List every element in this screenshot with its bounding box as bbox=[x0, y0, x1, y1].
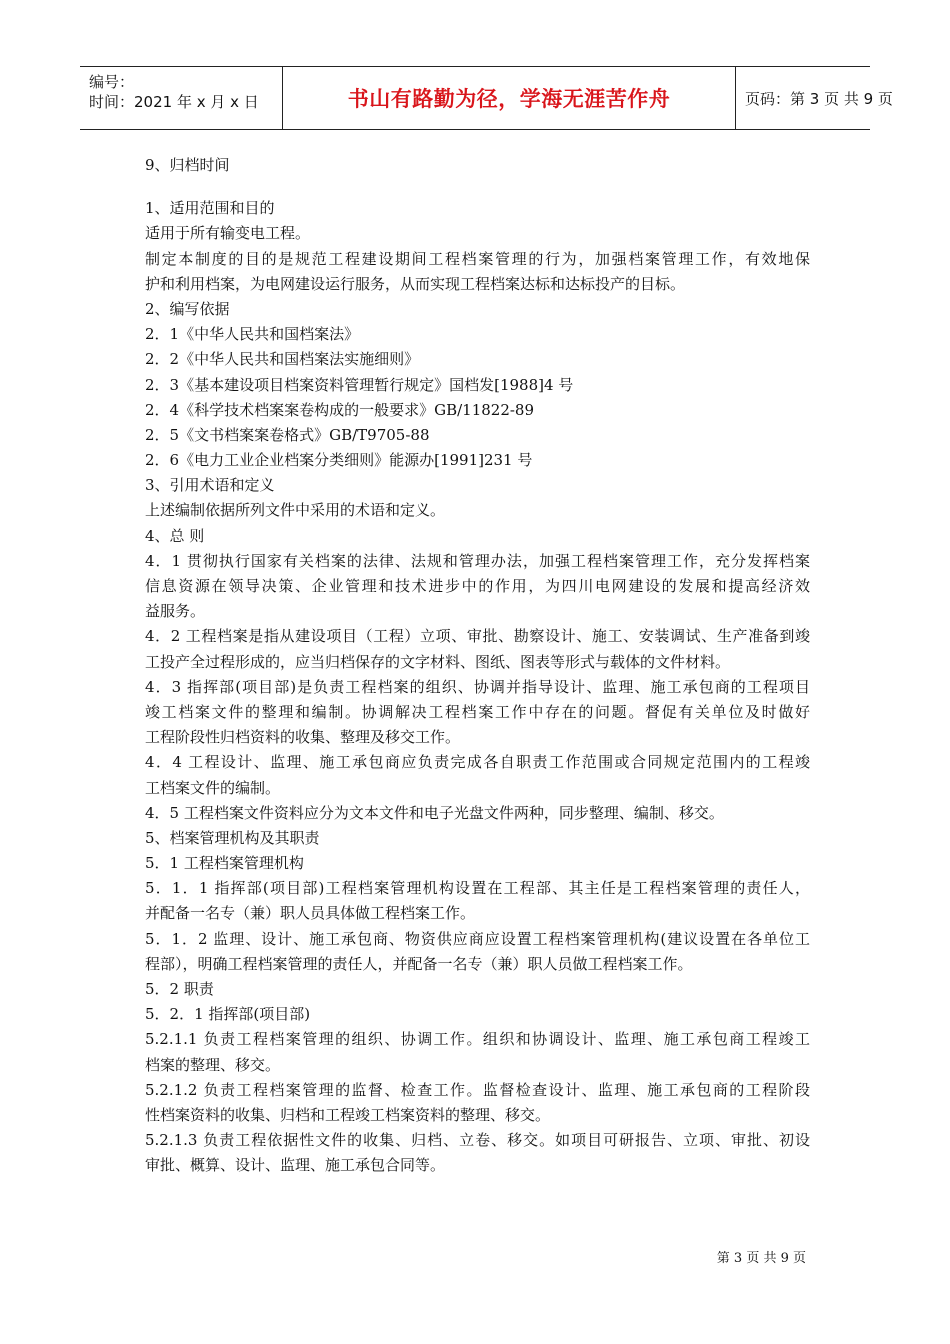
subsection-heading: 5．2．1 指挥部(项目部) bbox=[145, 1005, 311, 1024]
paragraph-line: 工档案文件的编制。 bbox=[145, 778, 281, 797]
page-header bbox=[80, 66, 893, 130]
reference-item: 2．2《中华人民共和国档案法实施细则》 bbox=[145, 350, 420, 369]
document-body bbox=[145, 153, 810, 1179]
paragraph-line: 竣工档案文件的整理和编制。协调解决工程档案工作中存在的问题。督促有关单位及时做好 bbox=[145, 702, 810, 721]
paragraph-line: 信息资源在领导决策、企业管理和技术进步中的作用，为四川电网建设的发展和提高经济效 bbox=[145, 577, 810, 595]
header-motto: 书山有路勤为径，学海无涯苦作舟 bbox=[347, 87, 671, 111]
reference-item: 2．4《科学技术档案案卷构成的一般要求》GB/11822-89 bbox=[145, 400, 535, 419]
paragraph-line: 并配备一名专（兼）职人员具体做工程档案工作。 bbox=[145, 904, 476, 923]
paragraph-line: 5.2.1.2 负责工程档案管理的监督、检查工作。监督检查设计、监理、施工承包商的工程阶段 bbox=[145, 1080, 810, 1099]
section-heading: 4、总 则 bbox=[145, 526, 205, 545]
paragraph-line: 工投产全过程形成的，应当归档保存的文字材料、图纸、图表等形式与载体的文件材料。 bbox=[145, 652, 731, 671]
paragraph-line: 审批、概算、设计、监理、施工承包合同等。 bbox=[145, 1156, 446, 1175]
section-heading: 3、引用术语和定义 bbox=[145, 476, 275, 495]
section-heading: 5、档案管理机构及其职责 bbox=[145, 828, 320, 847]
subsection-heading: 5．1 工程档案管理机构 bbox=[145, 854, 304, 873]
paragraph-line: 4．2 工程档案是指从建设项目（工程）立项、审批、勘察设计、施工、安装调试、生产准备到竣 bbox=[145, 627, 810, 646]
paragraph-line: 4．1 贯彻执行国家有关档案的法律、法规和管理办法，加强工程档案管理工作，充分发挥档案 bbox=[145, 551, 810, 570]
subsection-heading: 5．2 职责 bbox=[145, 980, 214, 998]
section-heading: 1、适用范围和目的 bbox=[145, 199, 275, 218]
paragraph-line: 制定本制度的目的是规范工程建设期间工程档案管理的行为，加强档案管理工作，有效地保 bbox=[145, 249, 810, 268]
header-page-code: 页码：第 3 页 共 9 页 bbox=[745, 89, 893, 108]
reference-item: 2．1《中华人民共和国档案法》 bbox=[145, 325, 360, 344]
paragraph-line: 工程阶段性归档资料的收集、整理及移交工作。 bbox=[145, 728, 461, 747]
paragraph-line: 5．1．2 监理、设计、施工承包商、物资供应商应设置工程档案管理机构(建议设置在各单位工 bbox=[145, 929, 810, 948]
header-meta bbox=[80, 67, 282, 129]
page-footer-number: 第 3 页 共 9 页 bbox=[716, 1251, 806, 1266]
paragraph-line: 性档案资料的收集、归档和工程竣工档案资料的整理、移交。 bbox=[145, 1105, 551, 1124]
document-date: 时间：2021 年 x 月 x 日 bbox=[89, 93, 259, 111]
paragraph-line: 上述编制依据所列文件中采用的术语和定义。 bbox=[145, 501, 446, 520]
paragraph-line: 4．5 工程档案文件资料应分为文本文件和电子光盘文件两种，同步整理、编制、移交。 bbox=[145, 803, 724, 822]
section-heading: 9、归档时间 bbox=[145, 156, 230, 174]
paragraph-line: 4．3 指挥部(项目部)是负责工程档案的组织、协调并指导设计、监理、施工承包商的工程项目 bbox=[145, 677, 810, 696]
section-heading: 2、编写依据 bbox=[145, 299, 230, 318]
paragraph-line: 益服务。 bbox=[145, 602, 206, 621]
paragraph-line: 护和利用档案，为电网建设运行服务，从而实现工程档案达标和达标投产的目标。 bbox=[145, 274, 686, 293]
reference-item: 2．5《文书档案案卷格式》GB/T9705-88 bbox=[145, 425, 430, 444]
paragraph-line: 适用于所有输变电工程。 bbox=[145, 224, 311, 243]
paragraph-line: 5．1．1 指挥部(项目部)工程档案管理机构设置在工程部、其主任是工程档案管理的责任人， bbox=[145, 879, 810, 898]
reference-item: 2．3《基本建设项目档案资料管理暂行规定》国档发[1988]4 号 bbox=[145, 375, 574, 394]
paragraph-line: 4．4 工程设计、监理、施工承包商应负责完成各自职责工作范围或合同规定范围内的工程竣 bbox=[145, 753, 810, 772]
reference-item: 2．6《电力工业企业档案分类细则》能源办[1991]231 号 bbox=[145, 451, 533, 470]
header-motto-cell bbox=[282, 67, 736, 129]
paragraph-line: 程部），明确工程档案管理的责任人，并配备一名专（兼）职人员做工程档案工作。 bbox=[145, 954, 693, 973]
document-number-label: 编号： bbox=[89, 73, 135, 91]
paragraph-line: 档案的整理、移交。 bbox=[145, 1055, 281, 1074]
paragraph-line: 5.2.1.3 负责工程依据性文件的收集、归档、立卷、移交。如项目可研报告、立项、审批、初设 bbox=[145, 1131, 810, 1150]
paragraph-line: 5.2.1.1 负责工程档案管理的组织、协调工作。组织和协调设计、监理、施工承包商工程竣工 bbox=[145, 1030, 810, 1049]
header-page-cell bbox=[735, 67, 893, 129]
